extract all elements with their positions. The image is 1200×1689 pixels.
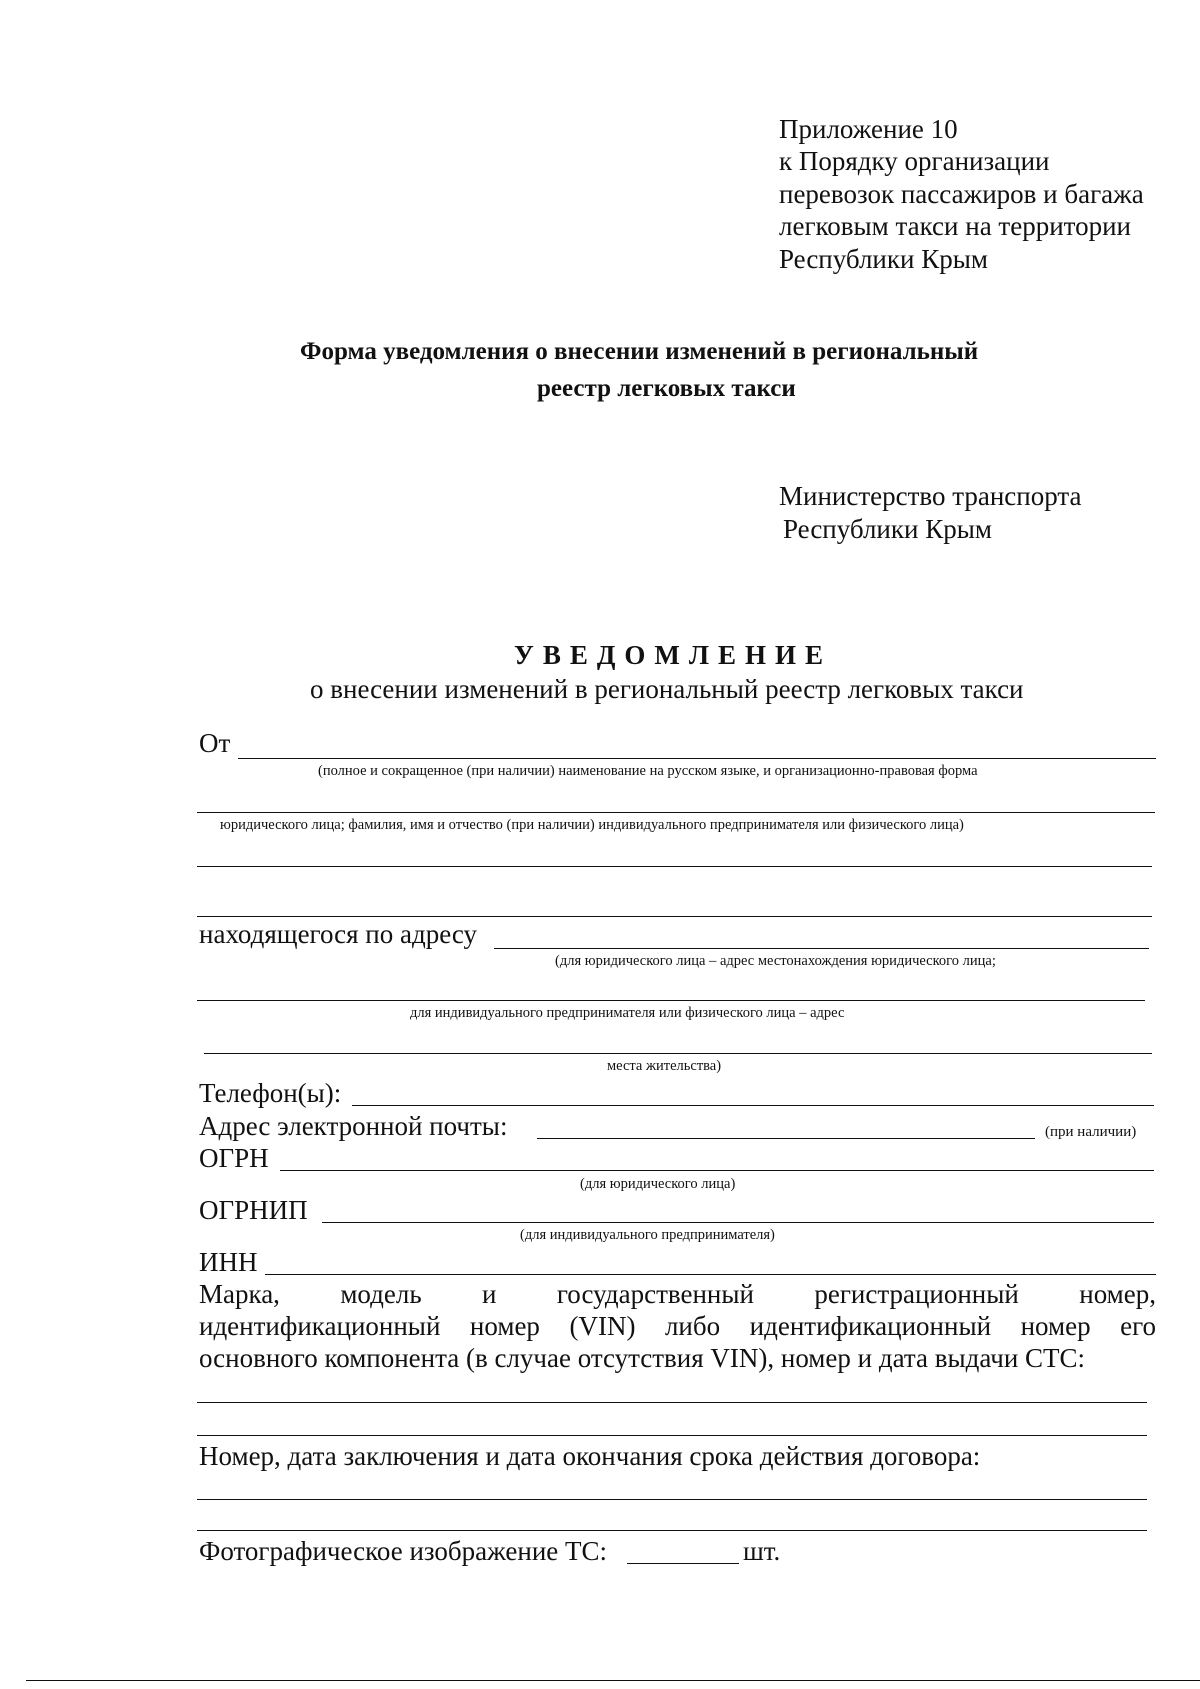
appendix-line: перевозок пассажиров и багажа [779, 178, 1144, 209]
vehicle-text-line1: Марка, модель и государственный регистрационный номер, [199, 1279, 1156, 1309]
contract-label: Номер, дата заключения и дата окончания срока действия договора: [199, 1441, 981, 1471]
vehicle-field-line-2[interactable] [197, 1435, 1147, 1436]
appendix-header [779, 113, 1144, 275]
address-field-line[interactable] [494, 948, 1149, 949]
photo-label: Фотографическое изображение ТС: [199, 1536, 608, 1566]
ogrn-label: ОГРН [199, 1143, 269, 1173]
form-title-line2: реестр легковых такси [537, 375, 796, 402]
email-field-line[interactable] [537, 1138, 1035, 1139]
ogrnip-label: ОГРНИП [199, 1195, 308, 1225]
photo-unit: шт. [743, 1536, 781, 1566]
addressee-line1: Министерство транспорта [779, 481, 1082, 511]
addressee [779, 480, 1081, 545]
from-caption-2: юридического лица; фамилия, имя и отчество (при наличии) индивидуального предпринимателя или физического лица) [220, 817, 964, 833]
from-caption-1: (полное и сокращенное (при наличии) наименование на русском языке, и организационно-правовая форма [318, 763, 978, 779]
address-field-line-2[interactable] [197, 1000, 1145, 1001]
inn-label: ИНН [199, 1247, 258, 1277]
ogrnip-caption: (для индивидуального предпринимателя) [520, 1227, 775, 1243]
appendix-line: Республики Крым [779, 243, 988, 274]
contract-field-line-2[interactable] [197, 1530, 1147, 1531]
address-caption-1: (для юридического лица – адрес местонахождения юридического лица; [555, 953, 996, 969]
ogrn-field-line[interactable] [280, 1170, 1154, 1171]
notice-subtitle: о внесении изменений в региональный реестр легковых такси [310, 674, 1024, 704]
vehicle-field-line-1[interactable] [197, 1402, 1147, 1403]
vehicle-text-line2: идентификационный номер (VIN) либо идентификационный номер его [199, 1311, 1156, 1341]
ogrn-caption: (для юридического лица) [580, 1176, 736, 1192]
inn-field-line[interactable] [265, 1274, 1156, 1275]
page-bottom-rule [26, 1680, 1200, 1681]
address-caption-3: места жительства) [607, 1058, 722, 1074]
contract-field-line-1[interactable] [197, 1499, 1147, 1500]
from-field-line-2[interactable] [197, 812, 1155, 813]
email-label: Адрес электронной почты: [199, 1111, 508, 1141]
from-field-line-4[interactable] [197, 916, 1152, 917]
phone-field-line[interactable] [352, 1105, 1154, 1106]
appendix-line: легковым такси на территории [779, 211, 1132, 242]
appendix-line: Приложение 10 [779, 114, 958, 144]
ogrnip-field-line[interactable] [322, 1222, 1154, 1223]
from-field-line[interactable] [238, 758, 1156, 759]
from-field-line-3[interactable] [197, 866, 1152, 867]
photo-count-field[interactable] [627, 1563, 739, 1564]
email-note: (при наличии) [1045, 1124, 1137, 1140]
phone-label: Телефон(ы): [199, 1078, 342, 1108]
form-title-line1: Форма уведомления о внесении изменений в региональный [300, 338, 979, 365]
addressee-line2: Республики Крым [783, 513, 992, 544]
appendix-line: к Порядку организации [779, 146, 1050, 177]
notice-title: УВЕДОМЛЕНИЕ [514, 640, 833, 670]
from-label: От [199, 728, 231, 758]
address-caption-2: для индивидуального предпринимателя или физического лица – адрес [410, 1005, 845, 1021]
vehicle-text-line3: основного компонента (в случае отсутствия VIN), номер и дата выдачи СТС: [199, 1343, 1086, 1373]
address-field-line-3[interactable] [204, 1053, 1152, 1054]
address-label: находящегося по адресу [199, 919, 477, 949]
